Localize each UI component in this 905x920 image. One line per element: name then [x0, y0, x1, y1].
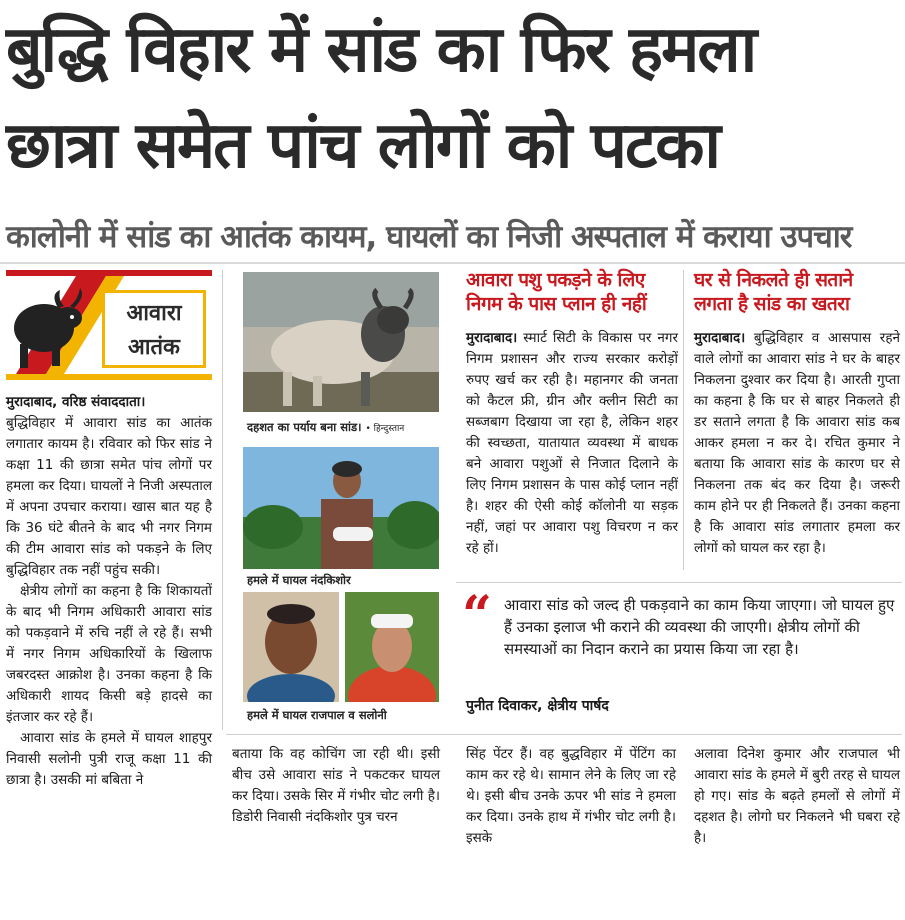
photo-credit: • हिन्दुस्तान: [365, 424, 405, 434]
quote-top-rule: [456, 582, 902, 583]
subheadline: कालोनी में सांड का आतंक कायम, घायलों का निजी अस्पताल में कराया उपचार: [6, 219, 852, 255]
bottom-column-3-text: सिंह पेंटर हैं। वह बुद्धविहार में पेंटिंग का काम कर रहे थे। सामान लेने के लिए जा रहे थे। इसी बीच उनके ऊपर भी सांड ने हमला कर दिया। उनके हाथ में गंभीर चोट लगी है। इसके: [466, 746, 676, 846]
main-story-column: [6, 392, 212, 791]
article3-text: बुद्धिविहार व आसपास रहने वाले लोगों का आवारा सांड ने घर के बाहर निकलना दुश्वार कर दिया है। आरती गुप्ता का कहना है कि घर से बाहर निकलते ही डर सताने लगता है कि आवारा सांड कब आकर हमला न कर दे। रचित कुमार ने बताया कि आवारा सांड के कारण घर से निकलना तक बंद कर दिया है। जरूरी काम होने पर ही निकलते हैं। उनका कहना है कि आवारा सांड लगातार हमला कर लोगों को घायल कर रहा है।: [694, 330, 900, 556]
column-divider: [222, 270, 223, 730]
story-paragraph-3: आवारा सांड के हमले में घायल शाहपुर निवासी सलोनी पुत्री राजू कक्षा 11 की छात्रा है। उसकी मां बबिता ने: [6, 730, 212, 788]
article3-dateline: मुरादाबाद।: [694, 330, 746, 346]
rajpal-saloni-caption: हमले में घायल राजपाल व सलोनी: [247, 708, 387, 722]
bottom-rule: [226, 734, 902, 735]
main-headline-line2: छात्रा समेत पांच लोगों को पटका: [6, 109, 719, 183]
logo-text-line2: आतंक: [128, 335, 180, 360]
rajpal-image: [243, 592, 339, 702]
bull-image: [243, 272, 439, 412]
nandkishore-photo: [243, 447, 439, 569]
logo-text-line1: आवारा: [126, 301, 182, 326]
bull-caption-text: दहशत का पर्याय बना सांड।: [247, 420, 362, 434]
nandkishore-caption: हमले में घायल नंदकिशोर: [247, 573, 351, 587]
article3-headline: [694, 268, 902, 316]
article2-headline: [466, 268, 676, 316]
bull-photo: [243, 272, 439, 412]
byline: मुरादाबाद, वरिष्ठ संवाददाता।: [6, 394, 146, 410]
story-paragraph-1: बुद्धिविहार में आवारा सांड का आतंक लगातार कायम है। रविवार को फिर सांड ने कक्षा 11 की छात्रा समेत पांच लोगों पर हमला कर दिया। घायलों ने निजी अस्पताल में अपना उपचार कराया। खास बात यह है कि 36 घंटे बीतने के बाद भी नगर निगम की टीम आवारा सांड को पकड़ने के लिए बुद्धिविहार तक नहीं पहुंच सकी।: [6, 415, 212, 578]
article2-dateline: मुरादाबाद।: [466, 330, 518, 346]
article2-body: [466, 328, 678, 559]
bottom-column-2-text: बताया कि वह कोचिंग जा रही थी। इसी बीच उसे आवारा सांड ने पकटकर घायल कर दिया। उसके सिर में गंभीर चोट लगी है। डिडोरी निवासी नंदकिशोर पुत्र चरन: [232, 746, 440, 825]
bottom-column-4-text: अलावा दिनेश कुमार और राजपाल भी आवारा सांड के हमले में बुरी तरह से घायल हो गए। सांड के बढ़ते हमलों से लोगों में दहशत है। लोगो घर निकलने भी घबरा रहे है।: [694, 746, 900, 846]
column-divider: [683, 270, 684, 570]
quote-attribution: पुनीत दिवाकर, क्षेत्रीय पार्षद: [466, 698, 609, 714]
article2-text: स्मार्ट सिटी के विकास पर नगर निगम प्रशासन और राज्य सरकार करोड़ों रुपए खर्च कर रही है। महानगर की जनता को कैटल फ्री, ग्रीन और क्लीन सिटी का सब्जबाग दिखाया जा रहा है, लेकिन शहर की स्वच्छता, यातायात व्यवस्था में बाधक बने आवारा पशुओं से निजात दिलाने के लिए निगम प्रशासन के पास कोई प्लान नहीं है। शहर की ऐसी कोई कॉलोनी या सड़क नहीं, जहां पर आवारा पशु विचरण न कर रहे हों।: [466, 330, 679, 556]
article3-headline-line1: घर से निकलते ही सताने: [694, 269, 853, 291]
article3-body: [694, 328, 900, 559]
divider: [0, 262, 905, 264]
injured-man-image: [243, 447, 439, 569]
saloni-photo: [345, 592, 439, 702]
bottom-column-4: [694, 744, 900, 849]
article2-headline-line2: निगम के पास प्लान ही नहीं: [466, 293, 647, 315]
story-paragraph-2: क्षेत्रीय लोगों का कहना है कि शिकायतों के बाद भी निगम अधिकारी आवारा सांड को पकड़वाने में रुचि नहीं ले रहे हैं। सभी में नगर निगम अधिकारियों के खिलाफ जबरदस्त आक्रोश है। उनका कहना है कि अधिकारी शायद किसी बड़े हादसे का इंतजार कर रहे हैं।: [6, 583, 212, 725]
article3-headline-line2: लगता है सांड का खतरा: [694, 293, 850, 315]
awara-aatank-logo: [6, 270, 212, 380]
article2-headline-line1: आवारा पशु पकड़ने के लिए: [466, 269, 645, 291]
quote-text: आवारा सांड को जल्द ही पकड़वाने का काम किया जाएगा। जो घायल हुए हैं उनका इलाज भी कराने की व्यवस्था की जाएगी। क्षेत्रीय लोगों की समस्याओं का निदान कराने का प्रयास किया जा रहा है।: [504, 596, 895, 658]
bottom-column-2: [232, 744, 440, 828]
main-headline-line1: बुद्धि विहार में सांड का फिर हमला: [6, 13, 756, 87]
bottom-column-3: [466, 744, 676, 849]
bull-photo-caption: [247, 418, 447, 438]
rajpal-photo: [243, 592, 339, 702]
saloni-image: [345, 592, 439, 702]
quote-mark-icon: “: [462, 585, 492, 646]
logo-text-box: [102, 290, 206, 368]
